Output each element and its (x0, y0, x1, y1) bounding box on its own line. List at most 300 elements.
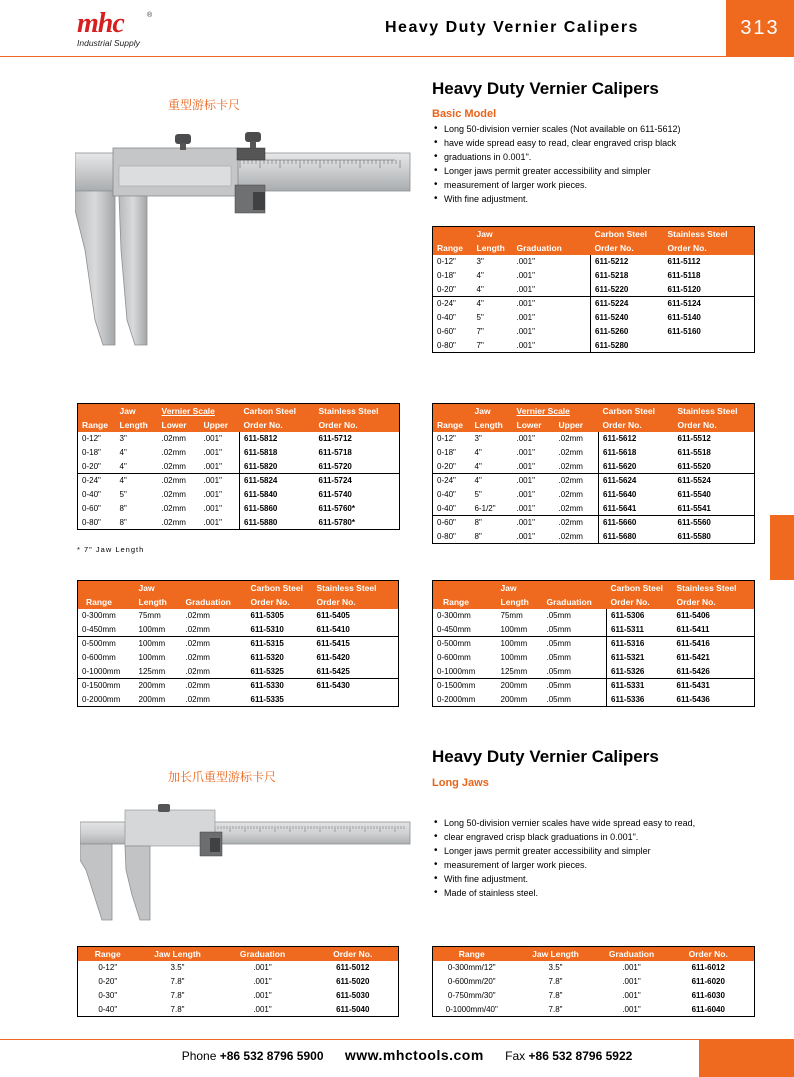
table-row (78, 961, 399, 975)
table-cell: .02mm (161, 517, 186, 527)
table-header-row: Range Length Graduation Order No. Order No. (433, 241, 755, 255)
table-cell: 100mm (500, 624, 528, 634)
table-cell: 0-18" (82, 448, 101, 457)
table-row (433, 474, 755, 488)
table-cell: 0-1000mm (82, 666, 121, 676)
table-cell: .001" (203, 517, 222, 527)
table-cell: 611-5310 (250, 624, 284, 634)
table-row (433, 460, 755, 474)
table-header-row: Range Length Lower Upper Order No. Order No. (433, 418, 755, 432)
table-cell: 75mm (500, 611, 523, 620)
caliper-long-jaws-image (80, 800, 415, 925)
table-cell: .02mm (185, 611, 210, 620)
table-cell: 200mm (135, 679, 182, 693)
table-cell: 0-1500mm (433, 679, 497, 693)
table-cell: .02mm (558, 461, 583, 471)
table-cell: 611-6012 (691, 963, 725, 972)
section1-subtitle: Basic Model (432, 108, 497, 120)
website-link[interactable]: www.mhctools.com (344, 1047, 484, 1063)
table-header-row: Range Length Graduation Order No. Order No. (78, 595, 399, 609)
table-cell: 611-5160 (667, 327, 701, 336)
table-cell: 611-5320 (250, 653, 284, 662)
table-cell: .001" (516, 327, 535, 336)
table-cell: 611-5040 (336, 1004, 370, 1014)
table-cell: 611-5124 (664, 297, 755, 311)
table-basic-inch (432, 226, 755, 353)
logo-mark: mhc (77, 8, 124, 39)
table-row (433, 530, 755, 544)
table-cell: .001" (203, 490, 222, 499)
table-cell: 611-5321 (607, 651, 673, 665)
table-cell: 611-5405 (316, 611, 350, 620)
table-cell: 0-40" (437, 490, 456, 499)
table-cell: .02mm (185, 624, 210, 634)
table-cell: .001" (203, 461, 222, 471)
table-cell: 3" (476, 257, 484, 266)
table-header-row: Range Length Lower Upper Order No. Order No. (78, 418, 400, 432)
table-cell: 611-5860 (240, 502, 315, 516)
table-cell: 611-5212 (591, 255, 664, 269)
table-cell: 611-5224 (591, 297, 664, 311)
table-cell: .02mm (182, 679, 247, 693)
table-cell: 0-600mm (82, 653, 116, 662)
table-cell: 6-1/2" (474, 503, 496, 513)
bullet-item: • Longer jaws permit greater accessibility and simpler (432, 844, 772, 858)
table-cell: .05mm (546, 694, 571, 704)
section2-cn-title: 加长爪重型游标卡尺 (168, 770, 277, 784)
table-cell: 0-60" (82, 504, 101, 513)
table-cell: 611-5540 (677, 490, 711, 499)
table-cell: 611-6030 (691, 991, 725, 1000)
table-row (433, 609, 755, 623)
table-metric-05mm (432, 580, 755, 707)
phone-label: Phone (181, 1049, 217, 1063)
table-row (433, 679, 755, 693)
table-cell: 611-5431 (673, 679, 755, 693)
table-cell: .05mm (543, 637, 607, 651)
bullet-item: • Long 50-division vernier scales have wide spread easy to read, (432, 816, 772, 830)
table-row (78, 975, 399, 989)
table-row (433, 325, 755, 339)
section1-bullets (432, 122, 762, 206)
table-cell: 611-6040 (691, 1004, 725, 1014)
table-cell: 4" (473, 297, 513, 311)
table-row (78, 637, 399, 651)
table-cell: 611-5820 (240, 460, 315, 474)
table-cell: 611-5724 (315, 474, 400, 488)
table-cell: 611-5140 (667, 313, 701, 322)
section2-bullets (432, 816, 772, 900)
table-cell: 0-40" (98, 1004, 118, 1014)
table-cell: 75mm (138, 611, 161, 620)
table-row (78, 609, 399, 623)
table-row (78, 432, 400, 446)
table-cell: 0-18" (437, 271, 456, 280)
table-cell: .02mm (161, 448, 186, 457)
table-cell: .001" (513, 516, 555, 530)
fax-number: +86 532 8796 5922 (528, 1049, 633, 1063)
table-cell: 3.5" (170, 963, 185, 972)
bullet-continuation: • clear engraved crisp black graduations in 0.001". (432, 830, 772, 844)
table-cell: 200mm (497, 679, 543, 693)
table-cell: 611-5560 (674, 516, 755, 530)
side-tab (770, 515, 794, 580)
table-row (433, 283, 755, 297)
table-cell: .05mm (546, 653, 571, 662)
table-cell (313, 693, 399, 707)
table-cell: 0-20" (437, 461, 456, 471)
table-cell: 611-5618 (599, 446, 674, 460)
table-row (433, 297, 755, 311)
table-row (433, 432, 755, 446)
table-row (433, 269, 755, 283)
table-cell: 100mm (138, 653, 166, 662)
bullet-continuation: • measurement of larger work pieces. (432, 858, 772, 872)
table-cell: 611-5326 (607, 665, 673, 679)
table-cell: 0-300mm/12" (447, 963, 496, 972)
table-cell: 611-5325 (250, 666, 284, 676)
table-cell: .02mm (161, 504, 186, 513)
table-cell: 611-5620 (599, 460, 674, 474)
table-cell: 0-20" (437, 284, 456, 294)
table-cell: .001" (203, 504, 222, 513)
footer-rule (0, 1039, 794, 1040)
bullet-item: • Long 50-division vernier scales (Not available on 611-5612) (432, 122, 762, 136)
table-row (78, 516, 400, 530)
table-cell: 0-18" (437, 448, 456, 457)
table-cell: .001" (516, 503, 535, 513)
table-cell: 611-5518 (677, 448, 711, 457)
table-cell: 4" (119, 448, 127, 457)
table-cell: 8" (474, 531, 482, 541)
bullet-item: • With fine adjustment. (432, 872, 772, 886)
table-cell: 611-5426 (676, 666, 710, 676)
table-cell: 611-5311 (607, 623, 673, 637)
table-cell: 611-5030 (336, 991, 370, 1000)
section2-subtitle: Long Jaws (432, 777, 489, 789)
table-cell: 0-750mm/30" (447, 991, 496, 1000)
table-cell: 0-2000mm (82, 694, 121, 704)
section1-cn-title: 重型游标卡尺 (168, 98, 241, 112)
table-header-row: Range Jaw Length Graduation Order No. (78, 947, 399, 961)
table2-footnote: * 7" Jaw Length (77, 545, 145, 554)
table-cell: 611-5406 (676, 611, 710, 620)
table-cell: 5" (476, 313, 484, 322)
table-cell: 611-5720 (318, 461, 352, 471)
section1-title: Heavy Duty Vernier Calipers (432, 79, 659, 98)
table-cell: 0-12" (437, 434, 456, 443)
table-cell: 8" (119, 504, 127, 513)
table-cell: .001" (516, 257, 535, 266)
table-cell: 611-5824 (240, 474, 315, 488)
table-row (433, 516, 755, 530)
table-cell: 611-5316 (607, 637, 673, 651)
table-row (433, 255, 755, 269)
table-cell: .05mm (543, 679, 607, 693)
section2-title: Heavy Duty Vernier Calipers (432, 747, 659, 766)
table-cell: 0-500mm (78, 637, 135, 651)
table-cell: 0-80" (437, 531, 456, 541)
header-title: Heavy Duty Vernier Calipers (385, 19, 639, 36)
table-cell: .001" (516, 448, 535, 457)
table-row (433, 446, 755, 460)
table-cell: .02mm (555, 516, 599, 530)
table-cell: 611-5306 (607, 609, 673, 623)
table-cell: 0-20" (82, 461, 101, 471)
table-cell: 611-5840 (240, 488, 315, 502)
table-row (78, 693, 399, 707)
table-cell: .001" (253, 977, 272, 986)
table-cell: 0-600mm (437, 653, 471, 662)
table-cell: 611-5425 (316, 666, 350, 676)
table-row (78, 679, 399, 693)
table-cell: 0-24" (78, 474, 116, 488)
table-cell: .02mm (555, 474, 599, 488)
table-cell: 611-5331 (607, 679, 673, 693)
table-cell: 0-450mm (437, 624, 471, 634)
table-cell: 0-450mm (82, 624, 116, 634)
table-cell: .02mm (558, 531, 583, 541)
table-cell: .02mm (182, 637, 247, 651)
table-cell: 0-60" (433, 516, 471, 530)
table-cell: 100mm (135, 637, 182, 651)
table-cell: 611-5315 (247, 637, 313, 651)
table-cell: .001" (513, 474, 555, 488)
company-logo (77, 10, 157, 50)
table-cell: 0-80" (82, 517, 101, 527)
table-metric-02mm (77, 580, 399, 707)
table-cell: .02mm (558, 490, 583, 499)
table-row (433, 488, 755, 502)
table-cell: 4" (119, 461, 127, 471)
table-cell: .001" (253, 963, 272, 972)
table-cell: .02mm (185, 694, 210, 704)
table-cell: 611-5430 (313, 679, 399, 693)
table-cell: 611-5436 (676, 694, 710, 704)
table-cell: 100mm (497, 637, 543, 651)
table-cell: .001" (622, 1004, 641, 1014)
table-cell: .001" (516, 284, 535, 294)
bullet-item: • With fine adjustment. (432, 192, 762, 206)
table-cell: .001" (253, 1004, 272, 1014)
table-cell (664, 339, 755, 353)
table-cell: 611-5524 (674, 474, 755, 488)
table-cell: 5" (474, 490, 482, 499)
table-cell: 611-5541 (677, 503, 711, 513)
logo-registered-mark: ® (147, 12, 153, 19)
table-cell: 611-5411 (676, 624, 710, 634)
table-cell: .02mm (158, 474, 200, 488)
table-cell: 611-5660 (599, 516, 674, 530)
table-row (78, 651, 399, 665)
table-cell: .02mm (161, 461, 186, 471)
table-row (433, 502, 755, 516)
table-cell: 0-1000mm/40" (445, 1004, 498, 1014)
table-cell: 100mm (138, 624, 166, 634)
table-cell: 5" (119, 490, 127, 499)
table-cell: 0-1000mm (437, 666, 476, 676)
table-header-row: Jaw Vernier Scale Carbon Steel Stainless Steel (433, 404, 755, 418)
table-cell: .02mm (161, 490, 186, 499)
table-cell: 200mm (500, 694, 528, 704)
table-cell: 611-5740 (318, 490, 352, 499)
table-cell: 611-5780* (318, 517, 355, 527)
table-cell: 125mm (138, 666, 166, 676)
table-dual-scale-inch-upper-metric (432, 403, 755, 544)
table-row (433, 975, 755, 989)
table-cell: 4" (116, 474, 158, 488)
table-cell: 611-5760* (318, 504, 355, 513)
table-cell: .02mm (558, 503, 583, 513)
table-cell: 7.8" (170, 977, 185, 986)
table-row (78, 623, 399, 637)
table-cell: 611-5120 (667, 284, 701, 294)
table-row (433, 1003, 755, 1017)
table-cell: 3" (119, 434, 127, 443)
table-cell: 0-1500mm (78, 679, 135, 693)
table-header-row: Jaw Vernier Scale Carbon Steel Stainless Steel (78, 404, 400, 418)
table-header-row: Range Jaw Length Graduation Order No. (433, 947, 755, 961)
table-cell: 611-5880 (240, 516, 315, 530)
table-row (433, 961, 755, 975)
table-row (433, 637, 755, 651)
table-cell: .001" (516, 490, 535, 499)
table-cell: 4" (476, 271, 484, 280)
table-cell: 0-40" (437, 503, 456, 513)
table-cell: 0-600mm/20" (447, 977, 496, 986)
table-cell: .02mm (185, 653, 210, 662)
table-row (433, 623, 755, 637)
table-cell: 611-5410 (316, 624, 350, 634)
table-cell: 611-5718 (318, 448, 352, 457)
bullet-continuation: • measurement of larger work pieces. (432, 178, 762, 192)
table-cell: 611-5712 (318, 434, 352, 443)
table-cell: 611-5305 (250, 611, 284, 620)
table-cell: .001" (622, 963, 641, 972)
table-cell: 611-5812 (240, 432, 315, 446)
table-cell: 3" (474, 434, 482, 443)
table-cell: 611-5641 (599, 502, 674, 516)
table-cell: 0-12" (98, 963, 118, 972)
bullet-item: • Longer jaws permit greater accessibility and simpler (432, 164, 762, 178)
table-cell: 3.5" (548, 963, 563, 972)
logo-subtitle: Industrial Supply (77, 38, 140, 48)
table-cell: .001" (516, 434, 535, 443)
bullet-continuation: • graduations in 0.001". (432, 150, 762, 164)
table-cell: 7.8" (548, 1004, 563, 1014)
table-row (78, 488, 400, 502)
table-row (78, 989, 399, 1003)
table-cell: 0-2000mm (437, 694, 476, 704)
table-cell: 611-5624 (599, 474, 674, 488)
table-dual-scale-inch-metric-lower (77, 403, 400, 530)
table-cell: 611-5280 (591, 339, 664, 353)
table-cell: 4" (474, 461, 482, 471)
table-cell: 611-5330 (247, 679, 313, 693)
table-cell: 4" (474, 448, 482, 457)
table-cell: 611-5336 (607, 693, 673, 707)
table-cell: 125mm (500, 666, 528, 676)
table-cell: 0-40" (82, 490, 101, 499)
phone-number: +86 532 8796 5900 (219, 1049, 324, 1063)
fax-label: Fax (505, 1049, 526, 1063)
table-cell: 0-500mm (433, 637, 497, 651)
table-cell: 611-5520 (677, 461, 711, 471)
table-row (78, 665, 399, 679)
table-row (433, 693, 755, 707)
table-cell: .001" (516, 271, 535, 280)
table-row (433, 989, 755, 1003)
table-cell: 0-60" (437, 327, 456, 336)
table-cell: 611-5612 (599, 432, 674, 446)
table-row (78, 446, 400, 460)
table-cell: .001" (516, 313, 535, 322)
table-cell: 100mm (500, 653, 528, 662)
table-header-row: Jaw Carbon Steel Stainless Steel (433, 227, 755, 241)
table-cell: 611-5640 (599, 488, 674, 502)
table-cell: .05mm (546, 666, 571, 676)
table-cell: 611-5118 (667, 271, 701, 280)
caliper-basic-image (75, 130, 415, 350)
table-cell: 611-5020 (336, 977, 370, 986)
table-cell: 611-5218 (591, 269, 664, 283)
table-cell: 611-5112 (667, 257, 701, 266)
table-cell: 611-5416 (673, 637, 755, 651)
table-cell: 0-12" (437, 257, 456, 266)
table-row (78, 460, 400, 474)
table-cell: 611-5421 (676, 653, 710, 662)
table-cell: .001" (622, 991, 641, 1000)
table-row (433, 339, 755, 353)
table-cell: .001" (516, 531, 535, 541)
table-cell: .001" (516, 461, 535, 471)
table-cell: 0-30" (98, 991, 118, 1000)
table-cell: .001" (203, 448, 222, 457)
table-cell: .02mm (185, 666, 210, 676)
table-header-row: Jaw Carbon Steel Stainless Steel (78, 581, 399, 595)
table-cell: .001" (203, 434, 222, 443)
table-cell: 7" (476, 327, 484, 336)
table-long-jaws-metric-inch (432, 946, 755, 1017)
table-cell: 7.8" (548, 991, 563, 1000)
table-cell: 7.8" (548, 977, 563, 986)
table-cell: 8" (471, 516, 513, 530)
table-cell: .02mm (558, 448, 583, 457)
table-cell: .05mm (546, 624, 571, 634)
table-cell: .02mm (161, 434, 186, 443)
table-cell: 611-5512 (677, 434, 711, 443)
table-cell: 4" (471, 474, 513, 488)
table-cell: 611-5335 (250, 694, 284, 704)
table-cell: 7.8" (170, 991, 185, 1000)
table-cell: 611-5580 (677, 531, 711, 541)
footer-contact (0, 1047, 794, 1063)
table-cell: .001" (200, 474, 240, 488)
table-cell: .02mm (558, 434, 583, 443)
table-cell: 611-5818 (240, 446, 315, 460)
table-cell: 4" (476, 284, 484, 294)
table-cell: 611-6020 (691, 977, 725, 986)
table-cell: 0-40" (437, 313, 456, 322)
table-cell: 7" (476, 340, 484, 350)
table-cell: .001" (513, 297, 591, 311)
table-cell: 611-5220 (591, 283, 664, 297)
table-cell: 0-300mm (437, 611, 471, 620)
table-cell: 611-5240 (591, 311, 664, 325)
page-number: 313 (726, 0, 794, 56)
table-row (433, 311, 755, 325)
table-cell: .05mm (546, 611, 571, 620)
